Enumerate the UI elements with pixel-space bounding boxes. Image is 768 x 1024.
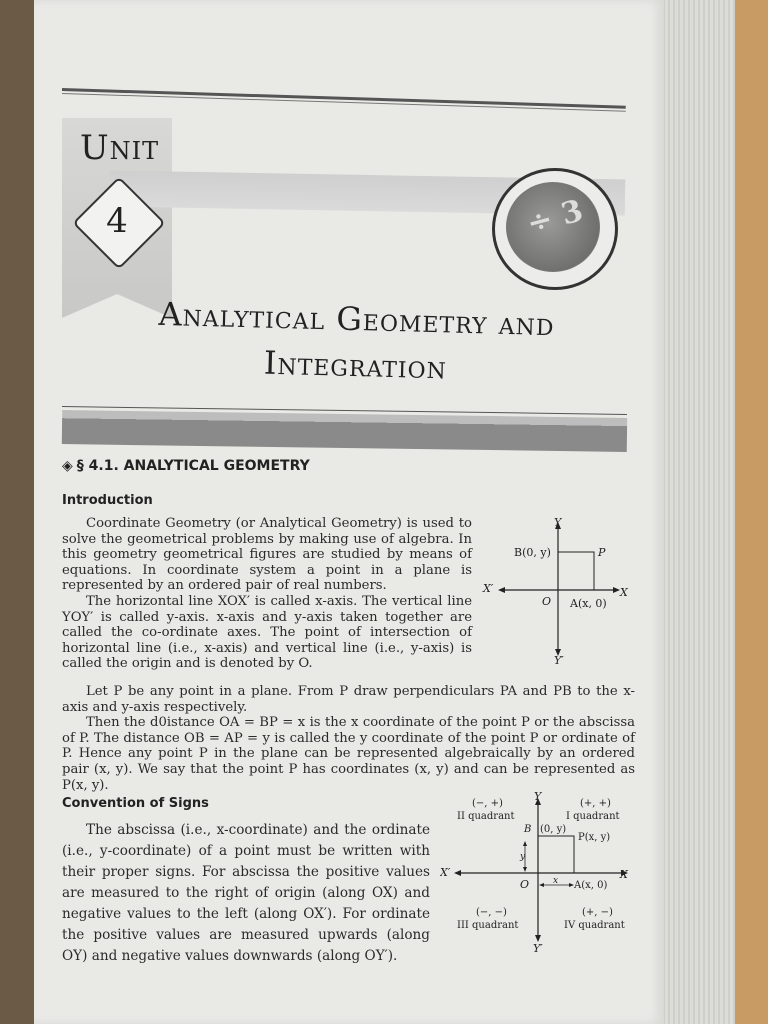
unit-emblem-text: ÷ 3 [523,193,587,242]
fig1-y-label: Y [554,516,562,529]
fig2-q3-sign: (−, −) [476,907,507,918]
introduction-p3: Let P be any point in a plane. From P draw perpendiculars PA and PB to the x-axis and y-axis respectively. [62,684,635,715]
coordinate-figure-1 [478,512,638,672]
fig1-x-prime-label: X′ [483,582,494,595]
introduction-paragraph-1 [62,516,472,672]
quadrant-figure [440,788,640,958]
unit-number: 4 [106,201,128,241]
introduction-p4: Then the d0istance OA = BP = x is the x coordinate of the point P or the abscissa of P. The distance OB = AP = y is called the y coordinate of the point P or ordinate of P. Hence any point P in the plane can be represented algebraically by an ordered pair (x, y). We say that the point P has coordinates (x, y) and can be represented as P(x, y). [62,715,635,793]
introduction-heading: Introduction [62,493,153,508]
fig1-b-label: B(0, y) [514,546,551,559]
fig1-a-label: A(x, 0) [570,597,607,610]
introduction-p1: Coordinate Geometry (or Analytical Geometry) is used to solve the geometrical problems by making use of algebra. In this geometry geometrical figures are studied by means of equations. In coordinate system a point in a plane is represented by an ordered pair of real numbers. [62,516,472,594]
chapter-title [85,289,627,395]
fig2-q2-label: II quadrant [457,811,515,822]
fig2-x-distance: x [553,876,559,886]
introduction-paragraph-2 [62,684,635,793]
fig2-y-prime-label: Y′ [533,942,543,955]
section-bullet-icon: ◈ [62,458,73,474]
introduction-p2: The horizontal line XOX′ is called x-axis. The vertical line YOY′ is called y-axis. x-axis and y-axis taken together are called the co-ordinate axes. The point of intersection of horizontal line (i.e., x-axis) and vertical line (i.e., y-axis) is called the origin and is denoted by O. [62,593,472,672]
fig2-x-prime-label: X′ [440,866,451,879]
fig2-b-coord: (0, y) [540,824,567,835]
fig2-y-distance: y [520,852,526,862]
fig2-q4-sign: (+, −) [582,907,613,918]
table-background [735,0,768,1024]
fig2-x-label: X [620,868,628,881]
fig2-y-label: Y [534,790,542,803]
chapter-title-line1: Analytical Geometry and [158,294,556,344]
section-heading [62,458,314,474]
fig1-y-prime-label: Y′ [554,654,564,667]
convention-p1: The abscissa (i.e., x-coordinate) and the ordinate (i.e., y-coordinate) of a point must be written with their proper signs. For abscissa the positive values are measured to the right of origin (along OX) and negative values to the left (along OX′). For ordinate the positive values are measured upwards (along OY) and negative values downwards (along OY′). [62,822,430,964]
convention-paragraph [62,820,430,967]
chapter-title-line2: Integration [263,343,448,387]
section-heading-text: § 4.1. ANALYTICAL GEOMETRY [76,458,310,474]
fig2-q1-label: I quadrant [566,811,620,822]
fig1-x-label: X [620,586,628,599]
fig2-q4-label: IV quadrant [564,920,625,931]
fig2-q1-sign: (+, +) [580,798,611,809]
fig2-q3-label: III quadrant [457,920,519,931]
fig2-a-label: A(x, 0) [574,880,608,891]
fig2-b-label: B [524,824,532,835]
book-page-edges [655,0,735,1024]
fig2-origin-label: O [520,878,530,891]
unit-label: Unit [80,128,160,168]
fig1-p-label: P [598,546,606,559]
fig1-origin-label: O [542,595,552,608]
fig2-q2-sign: (−, +) [472,798,503,809]
convention-heading: Convention of Signs [62,796,209,811]
fig2-p-label: P(x, y) [578,832,611,843]
